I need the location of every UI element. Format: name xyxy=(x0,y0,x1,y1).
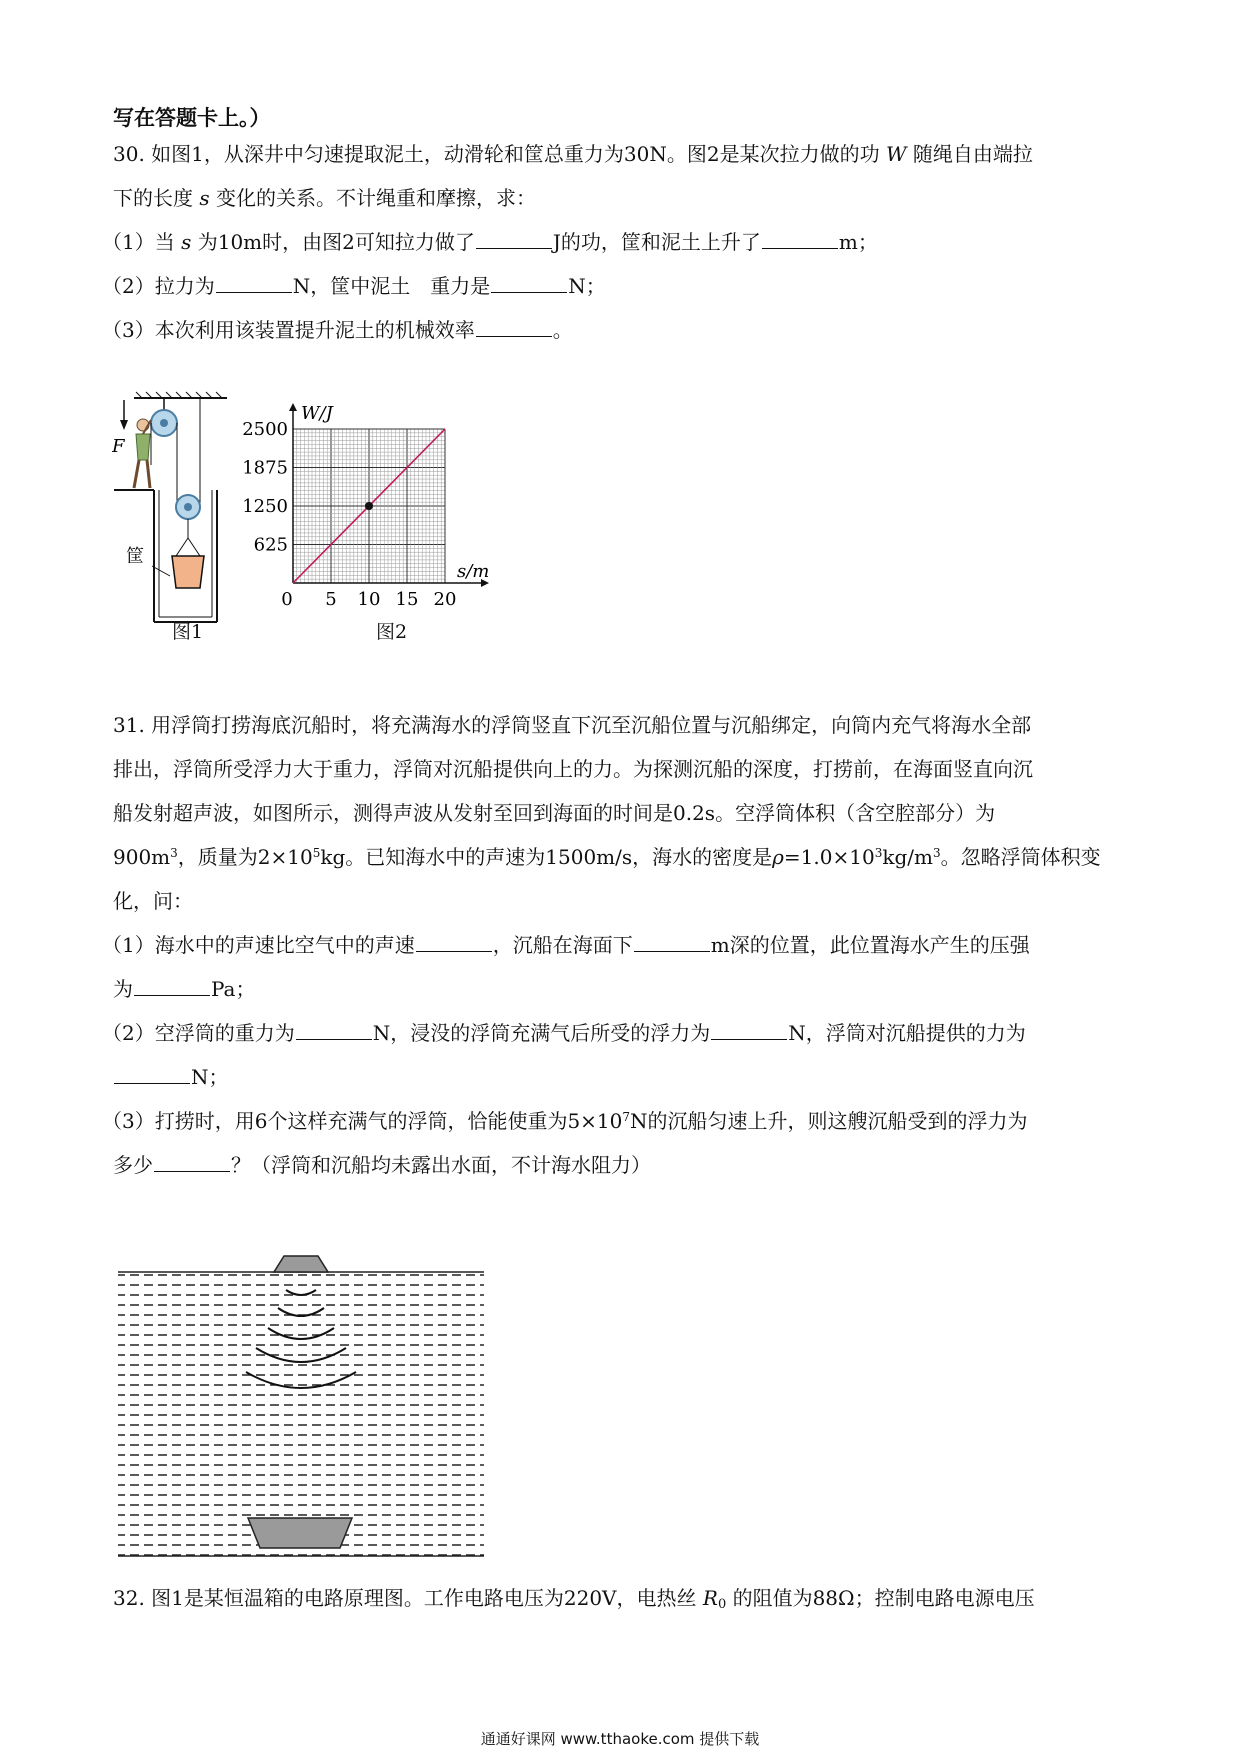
var-s: s xyxy=(199,186,210,210)
q32-stem-line1 xyxy=(113,1586,1035,1610)
q31-text: N的沉船匀速上升，则这艘沉船受到的浮力为 xyxy=(630,1109,1028,1133)
var-r: R xyxy=(702,1586,718,1610)
y-axis-label: W/J xyxy=(301,403,333,424)
q30-part3 xyxy=(102,318,573,342)
q31-stem-line2: 排出，浮筒所受浮力大于重力，浮筒对沉船提供向上的力。为探测沉船的深度，打捞前，在海面竖直向沉 xyxy=(113,757,1033,781)
x-tick-label: 15 xyxy=(395,589,419,610)
q31-text: ？（浮筒和沉船均未露出水面，不计海水阻力） xyxy=(231,1153,651,1177)
q31-part1 xyxy=(102,933,1030,957)
q30-text: 下的长度 xyxy=(113,186,200,210)
q30-stem-line2 xyxy=(113,186,536,210)
x-tick-label: 5 xyxy=(325,589,337,610)
q31-text: N，浸没的浮筒充满气后所受的浮力为 xyxy=(372,1021,711,1045)
q31-text: m深的位置，此位置海水产生的压强 xyxy=(710,933,1030,957)
q30-text: N； xyxy=(568,274,606,298)
exponent: 3 xyxy=(170,846,178,860)
q31-text: 。忽略浮筒体积变 xyxy=(940,845,1101,869)
data-point-marker xyxy=(365,502,373,510)
sunken-ship xyxy=(248,1518,352,1548)
y-tick-label: 1875 xyxy=(242,457,288,479)
q30-text: 。 xyxy=(552,318,573,342)
q31-text: ，沉船在海面下 xyxy=(492,933,633,957)
y-tick-label: 2500 xyxy=(242,419,288,440)
answer-blank[interactable] xyxy=(476,318,552,337)
survey-ship xyxy=(274,1256,328,1272)
q31-part2 xyxy=(102,1021,1026,1045)
q31-part3-cont xyxy=(113,1153,651,1177)
q31-text: Pa； xyxy=(211,977,256,1001)
x-tick-label: 20 xyxy=(433,589,457,610)
answer-blank[interactable] xyxy=(134,977,210,996)
q31-text: kg/m xyxy=(882,845,933,869)
q31-text: =1.0×10 xyxy=(783,845,875,869)
force-label: F xyxy=(112,436,125,457)
q31-part3 xyxy=(102,1109,1028,1133)
y-axis-arrow xyxy=(289,403,297,411)
q30-text: 如图1，从深井中匀速提取泥土，动滑轮和筐总重力为30N。图2是某次拉力做的功 xyxy=(144,142,886,166)
answer-blank[interactable] xyxy=(114,1065,190,1084)
q31-text: kg。已知海水中的声速为1500m/s，海水的密度是 xyxy=(320,845,773,869)
exponent: 5 xyxy=(312,846,321,860)
q31-text: 为 xyxy=(113,977,133,1001)
q30-text: 变化的关系。不计绳重和摩擦，求： xyxy=(209,186,536,210)
q31-stem-line3: 船发射超声波，如图所示，测得声波从发射至回到海面的时间是0.2s。空浮筒体积（含空腔部分）为 xyxy=(113,801,996,825)
q30-part1 xyxy=(102,230,878,254)
q30-text: 随绳自由端拉 xyxy=(906,142,1033,166)
q32-text: 的阻值为88Ω；控制电路电源电压 xyxy=(726,1586,1035,1610)
sonar-sea-diagram xyxy=(116,1200,488,1562)
q30-stem-line1 xyxy=(113,142,1033,166)
answer-blank[interactable] xyxy=(154,1153,230,1172)
answer-blank[interactable] xyxy=(416,933,492,952)
q31-stem-line4 xyxy=(113,845,1101,869)
q30-text: （1）当 xyxy=(102,230,182,254)
q30-text: 为10m时，由图2可知拉力做了 xyxy=(191,230,475,254)
q31-text: N，浮筒对沉船提供的力为 xyxy=(788,1021,1026,1045)
basket-label: 筐 xyxy=(126,546,144,567)
q31-text: （3）打捞时，用6个这样充满气的浮筒，恰能使重为5×10 xyxy=(102,1109,623,1133)
var-w: W xyxy=(885,142,907,166)
exponent: 3 xyxy=(874,846,883,860)
q31-stem-line5: 化，问： xyxy=(113,889,193,913)
answer-blank[interactable] xyxy=(216,274,292,293)
exponent: 7 xyxy=(622,1110,631,1124)
var-rho: ρ xyxy=(772,845,784,869)
x-axis-label: s/m xyxy=(457,561,490,582)
figure1-pulley-diagram xyxy=(112,390,242,652)
q31-text: N； xyxy=(191,1065,229,1089)
q32-text: 32. 图1是某恒温箱的电路原理图。工作电路电压为220V，电热丝 xyxy=(113,1586,703,1610)
q31-part1-cont xyxy=(113,977,255,1001)
q30-text: N，筐中泥土 重力是 xyxy=(292,274,491,298)
subscript: 0 xyxy=(717,1597,727,1612)
q30-text: m； xyxy=(838,230,878,254)
answer-blank[interactable] xyxy=(634,933,710,952)
figure1-caption: 图1 xyxy=(172,621,204,643)
basket xyxy=(172,556,204,588)
q30-text: （3）本次利用该装置提升泥土的机械效率 xyxy=(102,318,475,342)
q31-text: ，质量为2×10 xyxy=(177,845,313,869)
q30-text: J的功，筐和泥土上升了 xyxy=(552,230,761,254)
y-tick-label: 1250 xyxy=(242,496,288,517)
q30-part2 xyxy=(102,274,606,298)
q30-number: 30. xyxy=(113,142,145,166)
q31-part2-cont xyxy=(113,1065,229,1089)
y-tick-label: 625 xyxy=(253,534,288,556)
answer-blank[interactable] xyxy=(711,1021,787,1040)
section-instruction: 写在答题卡上。） xyxy=(113,106,271,130)
q30-text: （2）拉力为 xyxy=(102,274,215,298)
answer-blank[interactable] xyxy=(296,1021,372,1040)
answer-blank[interactable] xyxy=(762,230,838,249)
answer-blank[interactable] xyxy=(491,274,567,293)
var-s: s xyxy=(181,230,192,254)
answer-blank[interactable] xyxy=(476,230,552,249)
q31-text: 900m xyxy=(113,845,171,869)
q31-text: （1）海水中的声速比空气中的声速 xyxy=(102,933,415,957)
q31-text: （2）空浮筒的重力为 xyxy=(102,1021,295,1045)
x-tick-label: 10 xyxy=(357,589,381,610)
exponent: 3 xyxy=(932,846,941,860)
figure2-caption: 图2 xyxy=(376,621,408,643)
page-footer: 通通好课网 www.tthaoke.com 提供下载 xyxy=(480,1730,760,1748)
figure2-work-distance-chart xyxy=(238,398,518,614)
q31-stem-line1: 31. 用浮筒打捞海底沉船时，将充满海水的浮筒竖直下沉至沉船位置与沉船绑定，向筒内充气将海水全部 xyxy=(113,713,1032,737)
origin-label: 0 xyxy=(281,589,293,610)
q31-text: 多少 xyxy=(113,1153,153,1177)
